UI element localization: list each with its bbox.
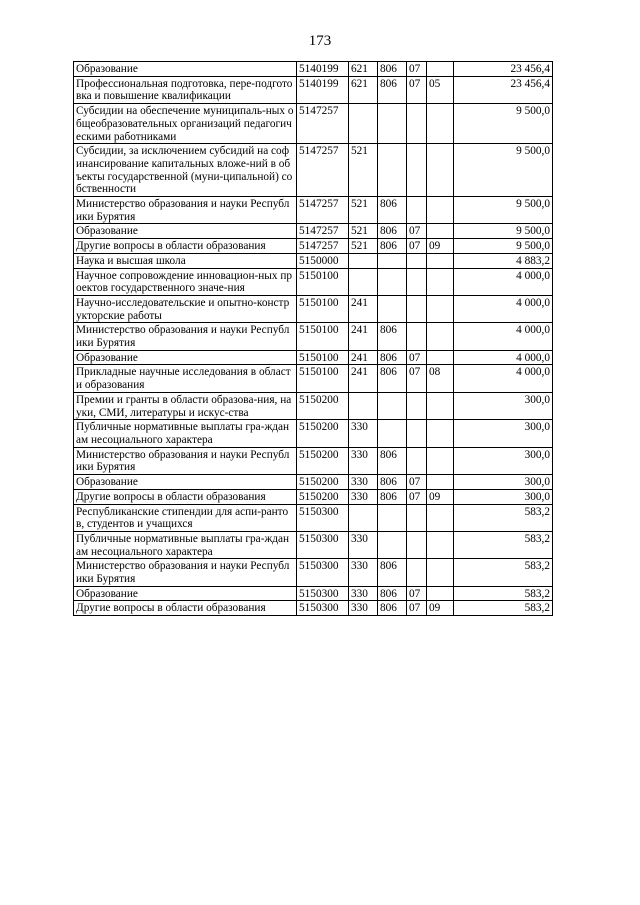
cell-department	[378, 144, 407, 197]
cell-section: 07	[407, 76, 427, 103]
cell-subsection	[427, 224, 454, 239]
cell-section	[407, 392, 427, 419]
table-row	[74, 504, 553, 531]
cell-department	[378, 420, 407, 447]
cell-amount: 583,2	[454, 559, 553, 586]
cell-section	[407, 559, 427, 586]
cell-name: Другие вопросы в области образования	[74, 601, 297, 616]
cell-name: Субсидии на обеспечение муниципаль-ных общеобразовательных организаций педагогическими работниками	[74, 104, 297, 144]
cell-subsection	[427, 253, 454, 268]
cell-section: 07	[407, 62, 427, 77]
cell-name: Образование	[74, 224, 297, 239]
cell-amount: 4 000,0	[454, 268, 553, 295]
cell-expense-type: 241	[349, 295, 378, 322]
cell-name: Прикладные научные исследования в области образования	[74, 365, 297, 392]
cell-section: 07	[407, 489, 427, 504]
cell-subsection	[427, 197, 454, 224]
cell-target-article: 5150200	[297, 489, 349, 504]
cell-section	[407, 447, 427, 474]
cell-subsection	[427, 504, 454, 531]
cell-target-article: 5140199	[297, 76, 349, 103]
cell-subsection	[427, 350, 454, 365]
cell-expense-type: 330	[349, 447, 378, 474]
cell-amount: 300,0	[454, 420, 553, 447]
cell-section	[407, 104, 427, 144]
cell-amount: 300,0	[454, 392, 553, 419]
cell-name: Публичные нормативные выплаты гра-жданам несоциального характера	[74, 531, 297, 558]
cell-department: 806	[378, 559, 407, 586]
cell-department: 806	[378, 323, 407, 350]
cell-expense-type: 330	[349, 420, 378, 447]
table-row	[74, 586, 553, 601]
cell-expense-type	[349, 268, 378, 295]
cell-name: Образование	[74, 350, 297, 365]
cell-section: 07	[407, 601, 427, 616]
cell-name: Образование	[74, 475, 297, 490]
cell-department: 806	[378, 586, 407, 601]
cell-target-article: 5150300	[297, 504, 349, 531]
table-row	[74, 104, 553, 144]
cell-target-article: 5150100	[297, 365, 349, 392]
cell-target-article: 5147257	[297, 104, 349, 144]
cell-expense-type: 521	[349, 239, 378, 254]
cell-department: 806	[378, 601, 407, 616]
cell-amount: 583,2	[454, 531, 553, 558]
cell-expense-type: 330	[349, 559, 378, 586]
cell-name: Субсидии, за исключением субсидий на софинансирование капитальных вложе-ний в объекты государственной (муни-ципальной) собственности	[74, 144, 297, 197]
cell-name: Другие вопросы в области образования	[74, 489, 297, 504]
cell-name: Министерство образования и науки Республики Бурятия	[74, 559, 297, 586]
cell-amount: 4 000,0	[454, 350, 553, 365]
cell-subsection	[427, 586, 454, 601]
cell-department: 806	[378, 489, 407, 504]
cell-department: 806	[378, 350, 407, 365]
cell-expense-type: 521	[349, 224, 378, 239]
cell-expense-type: 241	[349, 350, 378, 365]
cell-expense-type: 241	[349, 323, 378, 350]
cell-expense-type: 521	[349, 197, 378, 224]
cell-amount: 4 000,0	[454, 323, 553, 350]
cell-amount: 9 500,0	[454, 239, 553, 254]
table-row	[74, 268, 553, 295]
cell-department	[378, 392, 407, 419]
cell-subsection	[427, 104, 454, 144]
cell-department	[378, 104, 407, 144]
cell-subsection	[427, 268, 454, 295]
cell-section	[407, 504, 427, 531]
cell-department: 806	[378, 224, 407, 239]
cell-amount: 9 500,0	[454, 104, 553, 144]
cell-expense-type: 330	[349, 586, 378, 601]
cell-department: 806	[378, 197, 407, 224]
table-row	[74, 239, 553, 254]
cell-section: 07	[407, 350, 427, 365]
cell-expense-type: 330	[349, 489, 378, 504]
cell-target-article: 5150100	[297, 323, 349, 350]
cell-section	[407, 420, 427, 447]
cell-section: 07	[407, 224, 427, 239]
cell-amount: 23 456,4	[454, 62, 553, 77]
table-row	[74, 295, 553, 322]
cell-department	[378, 295, 407, 322]
budget-table	[73, 61, 553, 616]
cell-section	[407, 144, 427, 197]
cell-name: Наука и высшая школа	[74, 253, 297, 268]
cell-subsection: 09	[427, 489, 454, 504]
cell-subsection: 08	[427, 365, 454, 392]
cell-name: Министерство образования и науки Республики Бурятия	[74, 323, 297, 350]
table-row	[74, 197, 553, 224]
cell-subsection	[427, 62, 454, 77]
cell-expense-type: 330	[349, 601, 378, 616]
cell-subsection	[427, 420, 454, 447]
cell-section: 07	[407, 586, 427, 601]
cell-name: Министерство образования и науки Республики Бурятия	[74, 197, 297, 224]
cell-amount: 583,2	[454, 601, 553, 616]
cell-amount: 583,2	[454, 504, 553, 531]
cell-name: Образование	[74, 62, 297, 77]
cell-target-article: 5150200	[297, 447, 349, 474]
cell-section	[407, 268, 427, 295]
cell-section	[407, 531, 427, 558]
cell-target-article: 5147257	[297, 197, 349, 224]
cell-subsection: 05	[427, 76, 454, 103]
table-row	[74, 392, 553, 419]
cell-amount: 9 500,0	[454, 224, 553, 239]
cell-amount: 583,2	[454, 586, 553, 601]
cell-subsection	[427, 323, 454, 350]
table-row	[74, 62, 553, 77]
cell-target-article: 5150200	[297, 420, 349, 447]
cell-target-article: 5150100	[297, 350, 349, 365]
table-row	[74, 559, 553, 586]
table-row	[74, 420, 553, 447]
cell-target-article: 5140199	[297, 62, 349, 77]
table-row	[74, 350, 553, 365]
cell-section	[407, 197, 427, 224]
cell-name: Публичные нормативные выплаты гра-жданам несоциального характера	[74, 420, 297, 447]
cell-target-article: 5150100	[297, 295, 349, 322]
table-row	[74, 489, 553, 504]
cell-name: Профессиональная подготовка, пере-подготовка и повышение квалификации	[74, 76, 297, 103]
cell-subsection	[427, 475, 454, 490]
table-row	[74, 224, 553, 239]
table-row	[74, 531, 553, 558]
cell-amount: 9 500,0	[454, 144, 553, 197]
cell-expense-type: 521	[349, 144, 378, 197]
cell-target-article: 5147257	[297, 224, 349, 239]
cell-amount: 4 883,2	[454, 253, 553, 268]
page-number: 173	[308, 33, 332, 49]
cell-department	[378, 531, 407, 558]
cell-target-article: 5150300	[297, 531, 349, 558]
cell-target-article: 5150300	[297, 586, 349, 601]
cell-department	[378, 268, 407, 295]
table-row	[74, 144, 553, 197]
cell-amount: 300,0	[454, 489, 553, 504]
cell-expense-type: 241	[349, 365, 378, 392]
cell-subsection	[427, 144, 454, 197]
cell-expense-type	[349, 253, 378, 268]
cell-expense-type: 621	[349, 62, 378, 77]
cell-section	[407, 323, 427, 350]
cell-section: 07	[407, 475, 427, 490]
cell-expense-type: 330	[349, 475, 378, 490]
cell-target-article: 5150300	[297, 601, 349, 616]
cell-department: 806	[378, 447, 407, 474]
table-row	[74, 447, 553, 474]
table-row	[74, 253, 553, 268]
cell-section: 07	[407, 365, 427, 392]
cell-expense-type	[349, 104, 378, 144]
cell-department	[378, 504, 407, 531]
cell-subsection	[427, 295, 454, 322]
cell-name: Республиканские стипендии для аспи-рантов, студентов и учащихся	[74, 504, 297, 531]
cell-target-article: 5150300	[297, 559, 349, 586]
cell-department: 806	[378, 62, 407, 77]
cell-expense-type	[349, 392, 378, 419]
cell-amount: 9 500,0	[454, 197, 553, 224]
table-row	[74, 323, 553, 350]
table-body	[74, 62, 553, 616]
cell-name: Научное сопровождение инновацион-ных проектов государственного значе-ния	[74, 268, 297, 295]
cell-department: 806	[378, 76, 407, 103]
cell-target-article: 5147257	[297, 239, 349, 254]
cell-name: Премии и гранты в области образова-ния, науки, СМИ, литературы и искус-ства	[74, 392, 297, 419]
cell-name: Научно-исследовательские и опытно-конструкторские работы	[74, 295, 297, 322]
cell-section: 07	[407, 239, 427, 254]
cell-amount: 4 000,0	[454, 295, 553, 322]
cell-subsection: 09	[427, 239, 454, 254]
cell-name: Министерство образования и науки Республики Бурятия	[74, 447, 297, 474]
cell-subsection	[427, 559, 454, 586]
cell-section	[407, 295, 427, 322]
cell-target-article: 5147257	[297, 144, 349, 197]
cell-name: Образование	[74, 586, 297, 601]
cell-target-article: 5150100	[297, 268, 349, 295]
table-row	[74, 475, 553, 490]
cell-subsection	[427, 447, 454, 474]
cell-target-article: 5150200	[297, 392, 349, 419]
cell-amount: 4 000,0	[454, 365, 553, 392]
cell-department: 806	[378, 239, 407, 254]
cell-expense-type: 330	[349, 531, 378, 558]
cell-target-article: 5150000	[297, 253, 349, 268]
cell-subsection	[427, 531, 454, 558]
cell-department: 806	[378, 475, 407, 490]
cell-subsection	[427, 392, 454, 419]
table-row	[74, 76, 553, 103]
cell-expense-type	[349, 504, 378, 531]
table-row	[74, 365, 553, 392]
cell-section	[407, 253, 427, 268]
cell-amount: 23 456,4	[454, 76, 553, 103]
cell-amount: 300,0	[454, 447, 553, 474]
cell-target-article: 5150200	[297, 475, 349, 490]
cell-subsection: 09	[427, 601, 454, 616]
cell-department: 806	[378, 365, 407, 392]
cell-department	[378, 253, 407, 268]
table-row	[74, 601, 553, 616]
cell-amount: 300,0	[454, 475, 553, 490]
cell-name: Другие вопросы в области образования	[74, 239, 297, 254]
cell-expense-type: 621	[349, 76, 378, 103]
